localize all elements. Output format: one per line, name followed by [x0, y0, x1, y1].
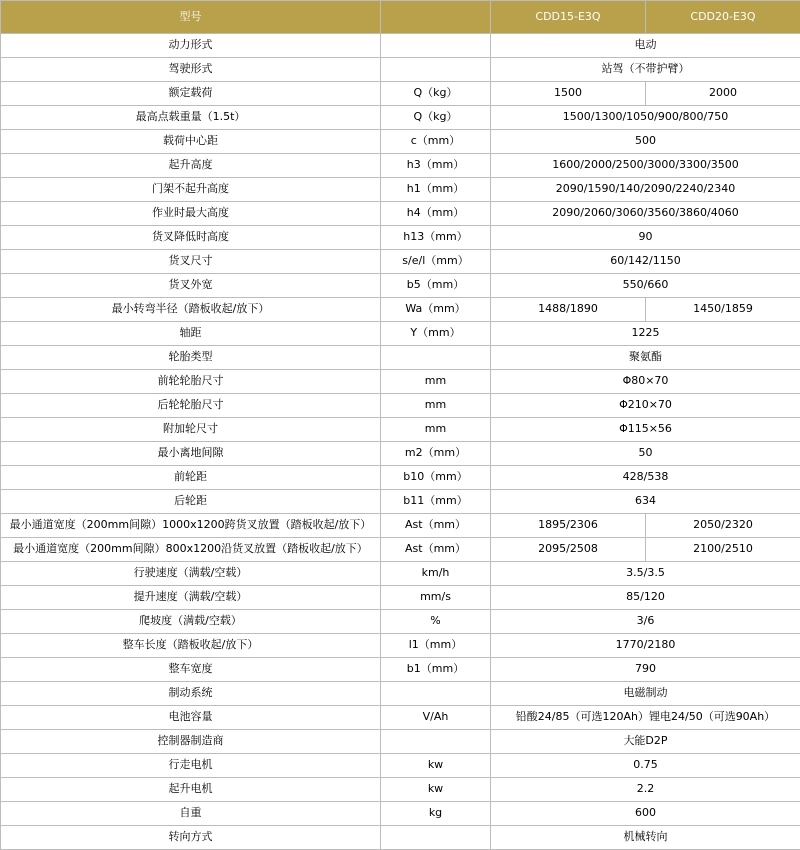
row-unit: Wa（mm） — [381, 298, 491, 322]
row-unit — [381, 346, 491, 370]
header-row — [1, 1, 800, 34]
row-value-shared: 500 — [491, 130, 800, 154]
row-unit: s/e/l（mm） — [381, 250, 491, 274]
table-row — [1, 730, 800, 754]
row-unit — [381, 34, 491, 58]
row-value-shared: 634 — [491, 490, 800, 514]
row-value-shared: 电磁制动 — [491, 682, 800, 706]
table-row — [1, 130, 800, 154]
row-label: 转向方式 — [1, 826, 381, 850]
row-label: 动力形式 — [1, 34, 381, 58]
table-row — [1, 514, 800, 538]
row-label: 前轮轮胎尺寸 — [1, 370, 381, 394]
table-row — [1, 82, 800, 106]
row-value-cdd15: 2095/2508 — [491, 538, 646, 562]
row-value-shared: 600 — [491, 802, 800, 826]
table-row — [1, 586, 800, 610]
table-row — [1, 106, 800, 130]
row-value-shared: 2090/2060/3060/3560/3860/4060 — [491, 202, 800, 226]
table-row — [1, 298, 800, 322]
row-unit: mm/s — [381, 586, 491, 610]
table-row — [1, 538, 800, 562]
row-value-cdd15: 1488/1890 — [491, 298, 646, 322]
row-value-shared: 90 — [491, 226, 800, 250]
row-label: 轮胎类型 — [1, 346, 381, 370]
table-row — [1, 274, 800, 298]
row-unit: Y（mm） — [381, 322, 491, 346]
row-label: 行驶速度（满载/空载） — [1, 562, 381, 586]
row-label: 门架不起升高度 — [1, 178, 381, 202]
row-label: 后轮轮胎尺寸 — [1, 394, 381, 418]
table-row — [1, 442, 800, 466]
row-unit: l1（mm） — [381, 634, 491, 658]
row-label: 电池容量 — [1, 706, 381, 730]
table-row — [1, 322, 800, 346]
row-label: 整车长度（踏板收起/放下） — [1, 634, 381, 658]
row-unit: m2（mm） — [381, 442, 491, 466]
row-unit: c（mm） — [381, 130, 491, 154]
row-value-shared: 站驾（不带护臂） — [491, 58, 800, 82]
row-label: 提升速度（满载/空载） — [1, 586, 381, 610]
row-label: 最高点载重量（1.5t） — [1, 106, 381, 130]
row-unit: V/Ah — [381, 706, 491, 730]
table-row — [1, 226, 800, 250]
row-label: 整车宽度 — [1, 658, 381, 682]
table-row — [1, 178, 800, 202]
row-label: 最小转弯半径（踏板收起/放下） — [1, 298, 381, 322]
row-value-shared: 790 — [491, 658, 800, 682]
table-row — [1, 466, 800, 490]
row-value-shared: 3/6 — [491, 610, 800, 634]
row-value-shared: 428/538 — [491, 466, 800, 490]
row-label: 轴距 — [1, 322, 381, 346]
table-row — [1, 634, 800, 658]
header-model: 型号 — [1, 1, 381, 34]
row-unit: kg — [381, 802, 491, 826]
table-row — [1, 418, 800, 442]
row-unit: h13（mm） — [381, 226, 491, 250]
row-unit: h4（mm） — [381, 202, 491, 226]
row-unit: kw — [381, 778, 491, 802]
row-label: 最小通道宽度（200mm间隙）800x1200沿货叉放置（踏板收起/放下） — [1, 538, 381, 562]
table-row — [1, 370, 800, 394]
row-unit: Q（kg） — [381, 82, 491, 106]
table-row — [1, 490, 800, 514]
row-unit: mm — [381, 418, 491, 442]
row-unit: b1（mm） — [381, 658, 491, 682]
row-value-shared: 1225 — [491, 322, 800, 346]
table-row — [1, 682, 800, 706]
row-value-shared: 1600/2000/2500/3000/3300/3500 — [491, 154, 800, 178]
row-value-cdd15: 1895/2306 — [491, 514, 646, 538]
row-unit: Q（kg） — [381, 106, 491, 130]
row-value-shared: 3.5/3.5 — [491, 562, 800, 586]
row-value-shared: 50 — [491, 442, 800, 466]
row-value-shared: 85/120 — [491, 586, 800, 610]
row-value-shared: 60/142/1150 — [491, 250, 800, 274]
row-label: 起升电机 — [1, 778, 381, 802]
row-label: 行走电机 — [1, 754, 381, 778]
table-header — [1, 1, 800, 34]
row-value-shared: 0.75 — [491, 754, 800, 778]
table-row — [1, 58, 800, 82]
row-value-shared: 1500/1300/1050/900/800/750 — [491, 106, 800, 130]
table-body — [1, 34, 800, 850]
row-label: 前轮距 — [1, 466, 381, 490]
row-label: 驾驶形式 — [1, 58, 381, 82]
row-value-cdd15: 1500 — [491, 82, 646, 106]
row-unit: b5（mm） — [381, 274, 491, 298]
row-unit: Ast（mm） — [381, 514, 491, 538]
row-unit: b10（mm） — [381, 466, 491, 490]
row-label: 货叉降低时高度 — [1, 226, 381, 250]
row-unit: mm — [381, 370, 491, 394]
row-unit — [381, 58, 491, 82]
row-label: 载荷中心距 — [1, 130, 381, 154]
row-value-shared: 1770/2180 — [491, 634, 800, 658]
row-unit: mm — [381, 394, 491, 418]
row-value-shared: Φ115×56 — [491, 418, 800, 442]
row-value-shared: 大能D2P — [491, 730, 800, 754]
row-unit — [381, 730, 491, 754]
row-value-shared: 机械转向 — [491, 826, 800, 850]
table-row — [1, 394, 800, 418]
row-unit: km/h — [381, 562, 491, 586]
row-unit: Ast（mm） — [381, 538, 491, 562]
table-row — [1, 346, 800, 370]
table-row — [1, 202, 800, 226]
row-value-shared: Φ210×70 — [491, 394, 800, 418]
row-value-shared: 550/660 — [491, 274, 800, 298]
table-row — [1, 802, 800, 826]
table-row — [1, 34, 800, 58]
row-value-shared: 2.2 — [491, 778, 800, 802]
row-unit: kw — [381, 754, 491, 778]
row-unit — [381, 682, 491, 706]
row-value-cdd20: 1450/1859 — [646, 298, 800, 322]
row-value-shared: 聚氨酯 — [491, 346, 800, 370]
row-value-shared: 电动 — [491, 34, 800, 58]
table-row — [1, 706, 800, 730]
row-value-shared: 铅酸24/85（可选120Ah）锂电24/50（可选90Ah） — [491, 706, 800, 730]
table-row — [1, 826, 800, 850]
row-label: 控制器制造商 — [1, 730, 381, 754]
row-label: 货叉外宽 — [1, 274, 381, 298]
row-value-cdd20: 2000 — [646, 82, 800, 106]
table-row — [1, 754, 800, 778]
row-value-cdd20: 2100/2510 — [646, 538, 800, 562]
row-label: 爬坡度（满载/空载） — [1, 610, 381, 634]
row-value-shared: Φ80×70 — [491, 370, 800, 394]
row-unit: h3（mm） — [381, 154, 491, 178]
row-label: 附加轮尺寸 — [1, 418, 381, 442]
row-value-cdd20: 2050/2320 — [646, 514, 800, 538]
row-label: 自重 — [1, 802, 381, 826]
row-label: 后轮距 — [1, 490, 381, 514]
row-label: 起升高度 — [1, 154, 381, 178]
row-label: 制动系统 — [1, 682, 381, 706]
table-row — [1, 610, 800, 634]
header-unit — [381, 1, 491, 34]
row-unit — [381, 826, 491, 850]
row-value-shared: 2090/1590/140/2090/2240/2340 — [491, 178, 800, 202]
row-unit: % — [381, 610, 491, 634]
row-label: 最小离地间隙 — [1, 442, 381, 466]
row-unit: b11（mm） — [381, 490, 491, 514]
table-row — [1, 778, 800, 802]
row-label: 额定载荷 — [1, 82, 381, 106]
row-unit: h1（mm） — [381, 178, 491, 202]
table-row — [1, 562, 800, 586]
header-model-cdd15: CDD15-E3Q — [491, 1, 646, 34]
table-row — [1, 154, 800, 178]
table-row — [1, 658, 800, 682]
row-label: 货叉尺寸 — [1, 250, 381, 274]
row-label: 最小通道宽度（200mm间隙）1000x1200跨货叉放置（踏板收起/放下） — [1, 514, 381, 538]
header-model-cdd20: CDD20-E3Q — [646, 1, 800, 34]
table-row — [1, 250, 800, 274]
row-label: 作业时最大高度 — [1, 202, 381, 226]
